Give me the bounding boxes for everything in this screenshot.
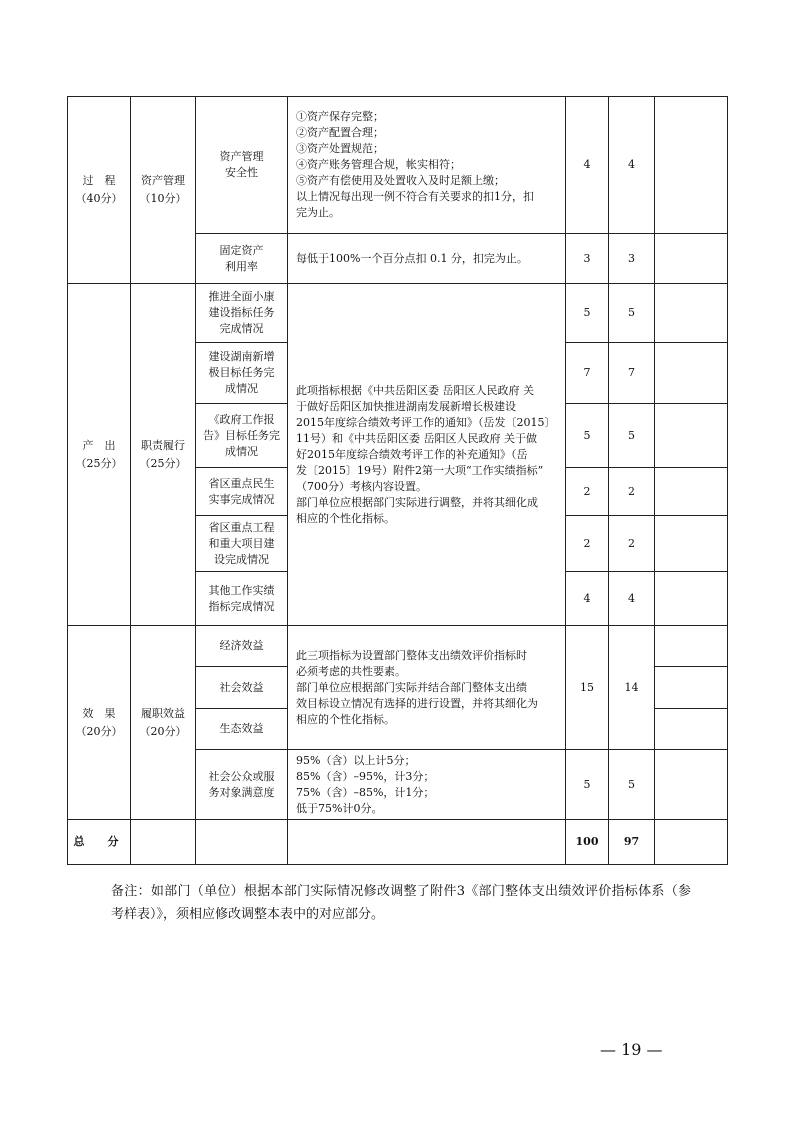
remark-cell [655, 97, 728, 234]
level1-label: 效 果 [82, 706, 116, 720]
level3-indicator-line: 省区重点工程 [208, 520, 275, 534]
level3-indicator [196, 750, 288, 820]
weight-cell: 15 [566, 626, 609, 750]
level3-indicator-line: 完成情况 [219, 322, 264, 335]
empty-cell [196, 820, 288, 865]
weight-cell: 5 [566, 750, 609, 820]
level3-indicator-line: 利用率 [225, 259, 258, 273]
level2-score: （25分） [139, 456, 187, 470]
score-cell: 5 [609, 284, 655, 343]
level3-indicator [196, 709, 288, 750]
table-row [68, 626, 728, 667]
score-cell: 4 [609, 572, 655, 626]
indicator-description-line: （700分）考核内容设置。 [296, 479, 427, 493]
remark-cell [655, 750, 728, 820]
indicator-description-line: 部门单位应根据部门实际进行调整，并将其细化成 [296, 495, 538, 509]
level3-indicator [196, 343, 288, 404]
indicator-description-line: 于做好岳阳区加快推进湖南发展新增长极建设 [296, 399, 516, 413]
level3-indicator [196, 572, 288, 626]
level3-indicator-line: 告》目标任务完 [203, 428, 280, 442]
indicator-description-line: 85%（含）–95%，计3分； [296, 769, 435, 783]
level3-indicator-line: 设完成情况 [214, 552, 269, 566]
indicator-description-line: 必须考虑的共性要素。 [296, 664, 406, 678]
score-cell: 3 [609, 234, 655, 284]
level3-indicator-line: 《政府工作报 [208, 412, 275, 426]
level3-indicator-line: 安全性 [225, 166, 258, 179]
level3-indicator [196, 516, 288, 572]
score-cell: 2 [609, 468, 655, 516]
weight-cell: 7 [566, 343, 609, 404]
level3-indicator-line: 实事完成情况 [208, 492, 275, 506]
level2-indicator-output [131, 284, 196, 626]
level3-indicator-line: 指标完成情况 [208, 599, 275, 613]
level3-indicator-line: 建设指标任务 [208, 306, 275, 319]
remark-cell [655, 626, 728, 667]
level3-indicator [196, 468, 288, 516]
indicator-description [288, 626, 566, 750]
weight-cell: 5 [566, 404, 609, 468]
level2-score: （20分） [139, 724, 187, 738]
remark-cell [655, 234, 728, 284]
indicator-description-line: 相应的个性化指标。 [296, 511, 395, 525]
level1-score: （25分） [75, 456, 123, 470]
indicator-description-line: ②资产配置合理； [296, 126, 384, 139]
level3-indicator [196, 97, 288, 234]
score-cell: 4 [609, 97, 655, 234]
remark-cell [655, 820, 728, 865]
indicator-description-line: 以上情况每出现一例不符合有关要求的扣1分，扣 [296, 190, 534, 203]
level3-indicator-line: 极目标任务完 [208, 366, 275, 379]
level1-indicator-output [68, 284, 131, 626]
level3-indicator-line: 成情况 [225, 444, 258, 458]
weight-cell: 2 [566, 516, 609, 572]
indicator-description-line: ①资产保存完整； [296, 110, 384, 123]
level3-indicator [196, 284, 288, 343]
level1-label: 产 出 [82, 438, 116, 452]
indicator-description-line: ⑤资产有偿使用及处置收入及时足额上缴； [296, 174, 505, 187]
score-cell: 14 [609, 626, 655, 750]
total-row [68, 820, 728, 865]
indicator-description-line: 2015年度综合绩效考评工作的通知》（岳发〔2015〕 [296, 415, 556, 429]
weight-cell: 2 [566, 468, 609, 516]
level1-score: （20分） [75, 724, 123, 738]
indicator-description-line: 此项指标根据《中共岳阳区委 岳阳区人民政府 关 [296, 383, 534, 397]
indicator-description-line: 每低于100%一个百分点扣 0.1 分，扣完为止。 [296, 251, 528, 265]
indicator-description-line: ④资产账务管理合规，帐实相符； [296, 158, 461, 171]
level3-indicator [196, 626, 288, 667]
indicator-description [288, 750, 566, 820]
remark-cell [655, 284, 728, 343]
level3-indicator-line: 和重大项目建 [208, 536, 275, 550]
total-weight: 100 [566, 820, 609, 865]
level3-indicator-line: 省区重点民生 [208, 476, 275, 490]
level3-indicator-line: 社会效益 [219, 680, 264, 694]
level2-score: （10分） [139, 192, 187, 205]
indicator-description-line: ③资产处置规范； [296, 142, 384, 155]
level3-indicator-line: 成情况 [225, 382, 258, 395]
weight-cell: 3 [566, 234, 609, 284]
table-row [68, 284, 728, 343]
indicator-description-line: 75%（含）–85%，计1分； [296, 785, 435, 799]
score-cell: 2 [609, 516, 655, 572]
level3-indicator [196, 404, 288, 468]
level1-indicator-effect [68, 626, 131, 820]
score-cell: 7 [609, 343, 655, 404]
remark-cell [655, 343, 728, 404]
level3-indicator-line: 经济效益 [219, 639, 264, 652]
level3-indicator-line: 生态效益 [219, 722, 264, 735]
indicator-description-line: 11号）和《中共岳阳区委 岳阳区人民政府 关于做 [296, 431, 537, 445]
level2-label: 资产管理 [141, 174, 185, 187]
total-score: 97 [609, 820, 655, 865]
weight-cell: 4 [566, 97, 609, 234]
level3-indicator-line: 资产管理 [219, 150, 264, 163]
indicator-description [288, 234, 566, 284]
indicator-description-line: 完为止。 [296, 206, 340, 219]
level2-label: 履职效益 [141, 706, 185, 720]
page-number: — 19 — [600, 1040, 663, 1059]
indicator-description-line: 此三项指标为设置部门整体支出绩效评价指标时 [296, 648, 527, 662]
score-cell: 5 [609, 404, 655, 468]
level2-label: 职责履行 [141, 438, 185, 452]
level3-indicator-line: 固定资产 [219, 243, 264, 257]
level2-indicator-process [131, 97, 196, 284]
indicator-description-line: 部门单位应根据部门实际并结合部门整体支出绩 [296, 680, 527, 694]
indicator-description-line: 相应的个性化指标。 [296, 712, 395, 726]
level3-indicator [196, 234, 288, 284]
indicator-description [288, 284, 566, 626]
table-row [68, 97, 728, 234]
remark-cell [655, 468, 728, 516]
indicator-description-line: 低于75%计0分。 [296, 801, 383, 815]
level3-indicator-line: 务对象满意度 [208, 785, 275, 799]
indicator-description-line: 好2015年度综合绩效考评工作的补充通知》（岳 [296, 447, 528, 461]
weight-cell: 5 [566, 284, 609, 343]
weight-cell: 4 [566, 572, 609, 626]
empty-cell [131, 820, 196, 865]
empty-cell [288, 820, 566, 865]
remark-cell [655, 404, 728, 468]
remark-cell [655, 667, 728, 709]
level3-indicator-line: 社会公众或服 [208, 769, 275, 783]
level1-score: （40分） [75, 192, 123, 205]
remark-cell [655, 516, 728, 572]
score-cell: 5 [609, 750, 655, 820]
level3-indicator-line: 建设湖南新增 [208, 350, 275, 363]
level3-indicator-line: 其他工作实绩 [208, 583, 275, 597]
total-label: 总 分 [68, 820, 131, 865]
remark-cell [655, 709, 728, 750]
footnote: 备注：如部门（单位）根据本部门实际情况修改调整了附件3《部门整体支出绩效评价指标体系（参考样表）》，须相应修改调整本表中的对应部分。 [111, 884, 691, 922]
indicator-description-line: 发〔2015〕19号）附件2第一大项“工作实绩指标” [296, 463, 544, 477]
level1-indicator-process [68, 97, 131, 284]
level2-indicator-effect [131, 626, 196, 820]
indicator-description [288, 97, 566, 234]
remark-cell [655, 572, 728, 626]
indicator-description-line: 效目标设立情况有选择的进行设置，并将其细化为 [296, 696, 538, 710]
evaluation-table [67, 96, 728, 865]
level3-indicator [196, 667, 288, 709]
level1-label: 过 程 [82, 174, 116, 187]
indicator-description-line: 95%（含）以上计5分； [296, 753, 416, 767]
level3-indicator-line: 推进全面小康 [208, 290, 275, 303]
